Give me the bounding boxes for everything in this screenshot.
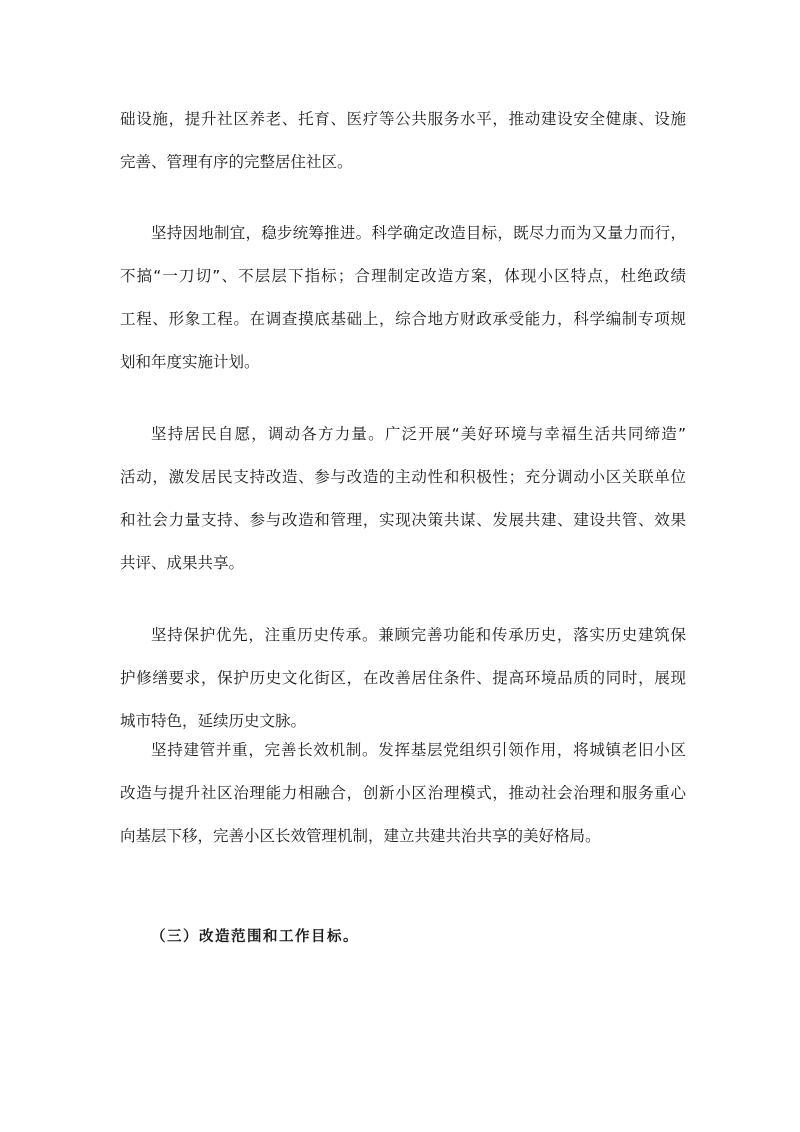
paragraph-line: 坚持居民自愿，调动各方力量。广泛开展“美好环境与幸福生活共同缔造” bbox=[151, 425, 686, 443]
paragraph-line: 完善、管理有序的完整居住社区。 bbox=[120, 153, 353, 171]
paragraph-line: 工程、形象工程。在调查摸底基础上，综合地方财政承受能力，科学编制专项规 bbox=[120, 310, 686, 328]
paragraph-line: 向基层下移，完善小区长效管理机制，建立共建共治共享的美好格局。 bbox=[120, 827, 601, 845]
paragraph-line: 改造与提升社区治理能力相融合，创新小区治理模式，推动社会治理和服务重心 bbox=[120, 784, 686, 802]
paragraph-line: 城市特色，延续历史文脉。 bbox=[120, 712, 307, 730]
paragraph-line: 和社会力量支持、参与改造和管理，实现决策共谋、发展共建、建设共管、效果 bbox=[120, 511, 686, 529]
paragraph-line: 护修缮要求，保护历史文化街区，在改善居住条件、提高环境品质的同时，展现 bbox=[120, 669, 686, 687]
paragraph-line: 坚持因地制宜，稳步统筹推进。科学确定改造目标，既尽力而为又量力而行， bbox=[151, 224, 686, 242]
paragraph-3 bbox=[120, 416, 686, 581]
paragraph-line: 划和年度实施计划。 bbox=[120, 353, 260, 371]
paragraph-line: 不搞“一刀切”、不层层下指标；合理制定改造方案，体现小区特点，杜绝政绩 bbox=[120, 267, 686, 285]
paragraph-2 bbox=[120, 215, 686, 380]
section-heading: （三）改造范围和工作目标。 bbox=[151, 928, 359, 945]
paragraph-line: 坚持保护优先，注重历史传承。兼顾完善功能和传承历史，落实历史建筑保 bbox=[151, 626, 686, 644]
paragraph-line: 坚持建管并重，完善长效机制。发挥基层党组织引领作用，将城镇老旧小区 bbox=[151, 741, 686, 759]
paragraph-line: 共评、成果共享。 bbox=[120, 554, 245, 572]
paragraph-4 bbox=[120, 617, 686, 739]
paragraph-1 bbox=[120, 101, 686, 180]
paragraph-line: 活动，激发居民支持改造、参与改造的主动性和积极性；充分调动小区关联单位 bbox=[120, 468, 686, 486]
paragraph-5 bbox=[120, 732, 686, 854]
paragraph-line: 础设施，提升社区养老、托育、医疗等公共服务水平，推动建设安全健康、设施 bbox=[120, 110, 686, 128]
